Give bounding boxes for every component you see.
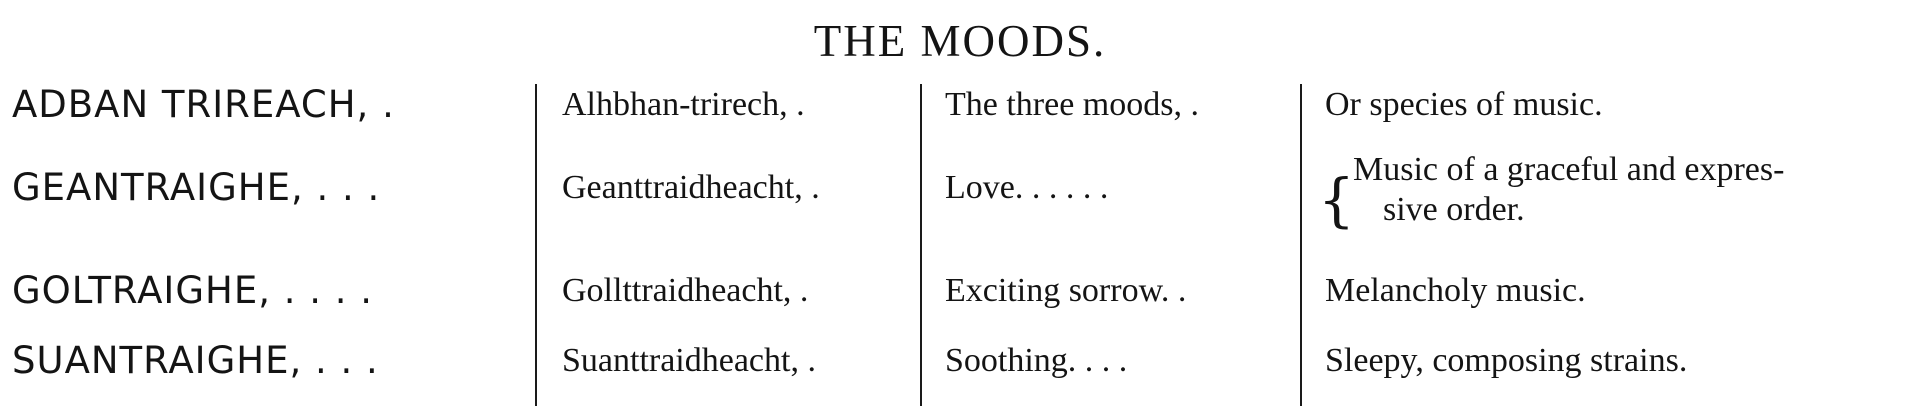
irish-term: GOLTRAIGHE, . . . . — [12, 269, 374, 312]
column-divider-1 — [535, 84, 537, 406]
page-title: THE MOODS. — [813, 16, 1107, 66]
description: Or species of music. — [1325, 86, 1603, 123]
irish-term: SUANTRAIGHE, . . . — [12, 339, 379, 382]
description: Sleepy, composing strains. — [1325, 342, 1688, 379]
irish-term: ADBAN TRIREACH, . — [12, 83, 395, 126]
english-meaning: Soothing. . . . — [945, 342, 1128, 379]
column-divider-2 — [920, 84, 922, 406]
column-divider-3 — [1300, 84, 1302, 406]
english-meaning: Love. . . . . . — [945, 169, 1109, 206]
english-meaning: The three moods, . — [945, 86, 1199, 123]
transliteration: Geanttraidheacht, . — [562, 169, 820, 206]
transliteration: Gollttraidheacht, . — [562, 272, 809, 309]
description — [1325, 150, 1905, 230]
irish-term: GEANTRAIGHE, . . . — [12, 166, 381, 209]
english-meaning: Exciting sorrow. . — [945, 272, 1187, 309]
description-line: Music of a graceful and expres- — [1353, 151, 1785, 188]
transliteration: Suanttraidheacht, . — [562, 342, 816, 379]
description-line: sive order. — [1383, 191, 1525, 228]
curly-brace-icon: { — [1318, 166, 1355, 234]
transliteration: Alhbhan-trirech, . — [562, 86, 805, 123]
description: Melancholy music. — [1325, 272, 1586, 309]
